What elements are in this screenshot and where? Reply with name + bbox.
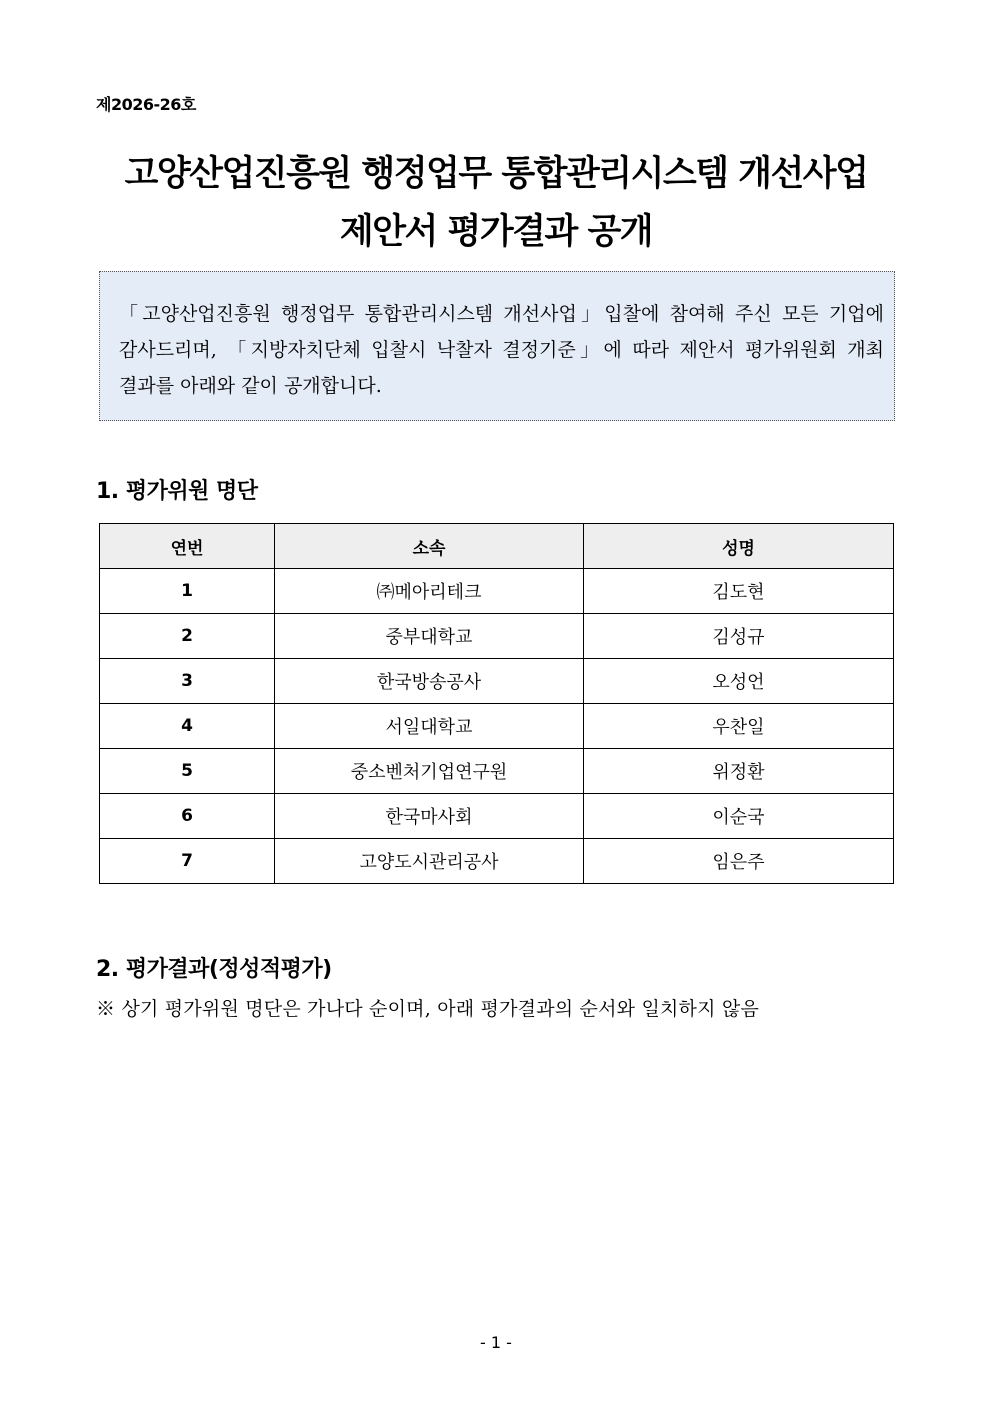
row-organization: 중소벤처기업연구원	[275, 749, 584, 794]
remark-text: ※ 상기 평가위원 명단은 가나다 순이며, 아래 평가결과의 순서와 일치하지 않음	[96, 998, 760, 1020]
row-name: 김성규	[584, 614, 894, 659]
row-name: 우찬일	[584, 704, 894, 749]
row-organization: 중부대학교	[275, 614, 584, 659]
table-row	[100, 569, 894, 614]
section-heading-results: 2. 평가결과(정성적평가)	[96, 957, 332, 982]
row-organization: 한국마사회	[275, 794, 584, 839]
row-name: 이순국	[584, 794, 894, 839]
table-row	[100, 749, 894, 794]
row-organization: 서일대학교	[275, 704, 584, 749]
row-organization: ㈜메아리테크	[275, 569, 584, 614]
row-number: 1	[100, 569, 275, 614]
row-name: 김도현	[584, 569, 894, 614]
row-number: 7	[100, 839, 275, 884]
row-name: 위정환	[584, 749, 894, 794]
row-number: 5	[100, 749, 275, 794]
page-title-line-2: 제안서 평가결과 공개	[339, 212, 653, 252]
document-number: 제2026-26호	[96, 95, 196, 114]
page-number: - 1 -	[480, 1333, 512, 1352]
row-number: 2	[100, 614, 275, 659]
page-title-line-1: 고양산업진흥원 행정업무 통합관리시스템 개선사업	[124, 154, 868, 194]
column-header-number: 연번	[100, 524, 275, 569]
table-header-row	[100, 524, 894, 569]
notice-text: 「고양산업진흥원 행정업무 통합관리시스템 개선사업」입찰에 참여해 주신 모든 기업에 감사드리며, 「지방자치단체 입찰시 낙찰자 결정기준」에 따라 제안서 평가위원회 개최 결과를 아래와 같이 공개합니다.	[119, 303, 884, 397]
row-name: 임은주	[584, 839, 894, 884]
row-number: 3	[100, 659, 275, 704]
table-row	[100, 839, 894, 884]
evaluator-table	[99, 523, 894, 884]
row-number: 6	[100, 794, 275, 839]
row-organization: 한국방송공사	[275, 659, 584, 704]
section-heading-evaluators: 1. 평가위원 명단	[96, 479, 258, 504]
table-row	[100, 659, 894, 704]
row-organization: 고양도시관리공사	[275, 839, 584, 884]
column-header-organization: 소속	[275, 524, 584, 569]
notice-box	[99, 271, 895, 421]
column-header-name: 성명	[584, 524, 894, 569]
table-row	[100, 614, 894, 659]
table-row	[100, 794, 894, 839]
table-row	[100, 704, 894, 749]
row-number: 4	[100, 704, 275, 749]
row-name: 오성언	[584, 659, 894, 704]
